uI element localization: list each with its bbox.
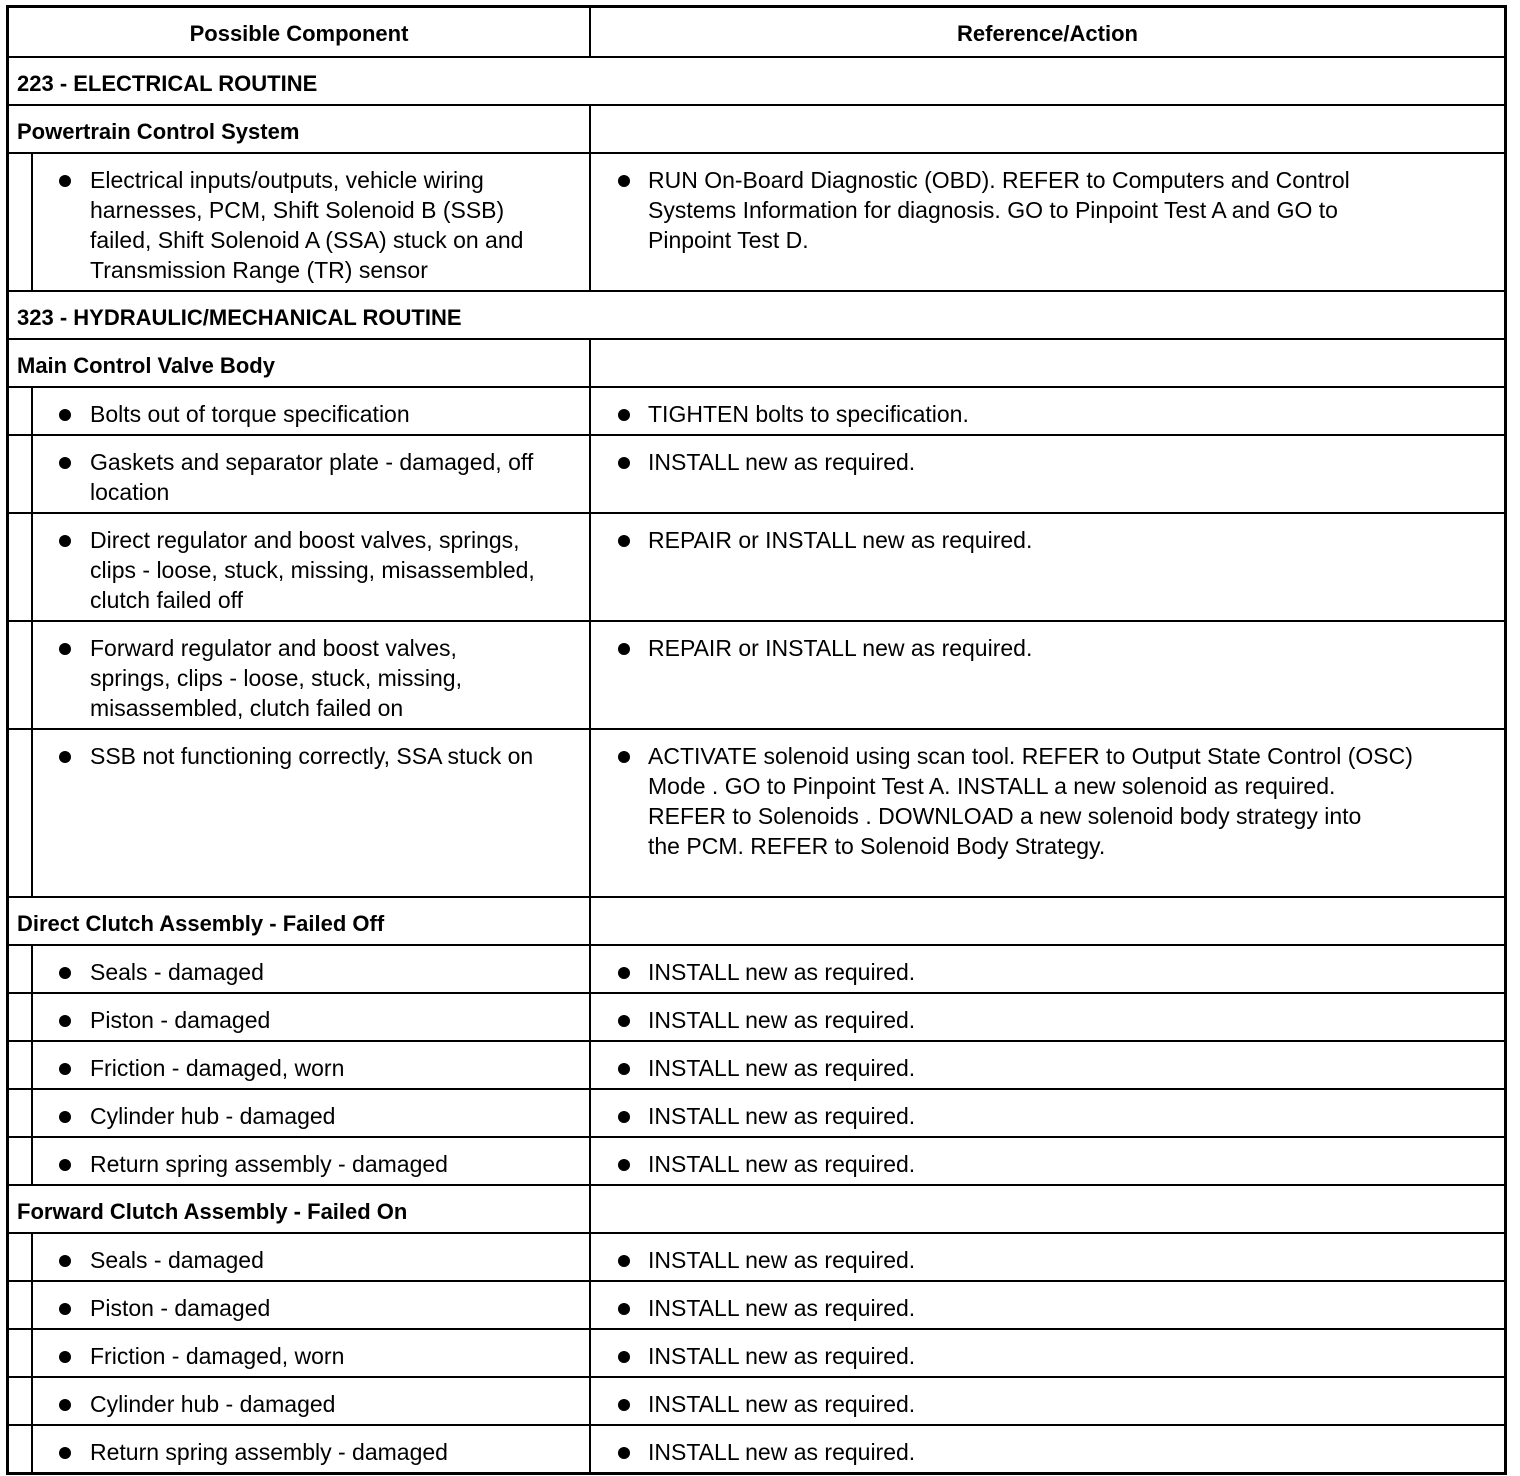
table-row xyxy=(9,434,1504,512)
indent-rule xyxy=(31,730,33,896)
text-line: RUN On-Board Diagnostic (OBD). REFER to Computers and Control xyxy=(648,167,1350,193)
text-line: Gaskets and separator plate - damaged, off xyxy=(90,449,534,475)
component-text xyxy=(90,741,581,771)
action-text xyxy=(648,1149,1496,1179)
component-text xyxy=(90,1101,581,1131)
action-cell xyxy=(589,730,1504,896)
text-line: INSTALL new as required. xyxy=(648,1055,916,1081)
bullet-icon xyxy=(59,751,71,763)
bullet-icon xyxy=(618,1063,630,1075)
routine-heading-row xyxy=(9,290,1504,338)
text-line: clips - loose, stuck, missing, misassembled, xyxy=(90,557,535,583)
text-line: failed, Shift Solenoid A (SSA) stuck on and xyxy=(90,227,524,253)
table-row xyxy=(9,944,1504,992)
component-text xyxy=(90,165,581,285)
group-label: Forward Clutch Assembly - Failed On xyxy=(17,1199,408,1224)
bullet-icon xyxy=(59,409,71,421)
component-cell xyxy=(9,1090,589,1136)
component-cell xyxy=(9,514,589,620)
indent-rule xyxy=(31,994,33,1040)
bullet-icon xyxy=(59,1063,71,1075)
bullet-icon xyxy=(618,1111,630,1123)
indent-rule xyxy=(31,1330,33,1376)
text-line: INSTALL new as required. xyxy=(648,959,916,985)
action-text xyxy=(648,165,1496,255)
table-row xyxy=(9,1424,1504,1472)
indent-rule xyxy=(31,1138,33,1184)
text-line: INSTALL new as required. xyxy=(648,1007,916,1033)
text-line: Forward regulator and boost valves, xyxy=(90,635,457,661)
action-cell xyxy=(589,946,1504,992)
bullet-icon xyxy=(618,1159,630,1171)
action-cell xyxy=(589,514,1504,620)
component-text xyxy=(90,633,581,723)
component-cell xyxy=(9,622,589,728)
header-possible-component: Possible Component xyxy=(189,21,409,46)
table-header-row xyxy=(9,8,1504,56)
bullet-icon xyxy=(618,967,630,979)
table-row xyxy=(9,1040,1504,1088)
text-line: Systems Information for diagnosis. GO to Pinpoint Test A and GO to xyxy=(648,197,1338,223)
group-action-cell xyxy=(589,1186,1504,1232)
bullet-icon xyxy=(59,1303,71,1315)
bullet-icon xyxy=(618,643,630,655)
indent-rule xyxy=(31,946,33,992)
bullet-icon xyxy=(618,1399,630,1411)
text-line: Cylinder hub - damaged xyxy=(90,1103,336,1129)
action-cell xyxy=(589,1042,1504,1088)
table-row xyxy=(9,1136,1504,1184)
group-label: 223 - ELECTRICAL ROUTINE xyxy=(17,71,318,96)
bullet-icon xyxy=(59,1351,71,1363)
component-text xyxy=(90,525,581,615)
action-text xyxy=(648,633,1496,663)
action-cell xyxy=(589,1090,1504,1136)
component-text xyxy=(90,1437,581,1467)
action-cell xyxy=(589,436,1504,512)
table-row xyxy=(9,512,1504,620)
indent-rule xyxy=(31,1042,33,1088)
text-line: clutch failed off xyxy=(90,587,244,613)
table-row xyxy=(9,620,1504,728)
text-line: INSTALL new as required. xyxy=(648,1391,916,1417)
bullet-icon xyxy=(59,1111,71,1123)
bullet-icon xyxy=(59,457,71,469)
text-line: INSTALL new as required. xyxy=(648,1343,916,1369)
action-cell xyxy=(589,1234,1504,1280)
table-row xyxy=(9,992,1504,1040)
action-text xyxy=(648,1437,1496,1467)
indent-rule xyxy=(31,514,33,620)
component-cell xyxy=(9,436,589,512)
text-line: location xyxy=(90,479,170,505)
action-cell xyxy=(589,994,1504,1040)
diagnosis-table xyxy=(6,5,1507,1475)
action-text xyxy=(648,741,1496,861)
text-line: INSTALL new as required. xyxy=(648,449,916,475)
table-row xyxy=(9,728,1504,896)
group-label: Main Control Valve Body xyxy=(17,353,275,378)
text-line: Friction - damaged, worn xyxy=(90,1343,345,1369)
action-text xyxy=(648,1389,1496,1419)
table-row xyxy=(9,1280,1504,1328)
component-text xyxy=(90,1149,581,1179)
component-group-row xyxy=(9,104,1504,152)
action-text xyxy=(648,1053,1496,1083)
indent-rule xyxy=(31,1426,33,1472)
bullet-icon xyxy=(59,967,71,979)
indent-rule xyxy=(31,388,33,434)
component-text xyxy=(90,1293,581,1323)
indent-rule xyxy=(31,622,33,728)
component-cell xyxy=(9,1042,589,1088)
group-label: 323 - HYDRAULIC/MECHANICAL ROUTINE xyxy=(17,305,462,330)
text-line: Transmission Range (TR) sensor xyxy=(90,257,428,283)
text-line: Mode . GO to Pinpoint Test A. INSTALL a new solenoid as required. xyxy=(648,773,1336,799)
action-cell xyxy=(589,388,1504,434)
text-line: Direct regulator and boost valves, springs, xyxy=(90,527,520,553)
indent-rule xyxy=(31,1282,33,1328)
table-row xyxy=(9,1328,1504,1376)
text-line: Piston - damaged xyxy=(90,1295,271,1321)
text-line: the PCM. REFER to Solenoid Body Strategy. xyxy=(648,833,1106,859)
component-cell xyxy=(9,388,589,434)
component-cell xyxy=(9,1378,589,1424)
component-group-row xyxy=(9,896,1504,944)
action-text xyxy=(648,1293,1496,1323)
text-line: springs, clips - loose, stuck, missing, xyxy=(90,665,462,691)
text-line: misassembled, clutch failed on xyxy=(90,695,404,721)
action-cell xyxy=(589,1378,1504,1424)
bullet-icon xyxy=(618,1303,630,1315)
component-cell xyxy=(9,946,589,992)
action-cell xyxy=(589,622,1504,728)
bullet-icon xyxy=(618,457,630,469)
bullet-icon xyxy=(59,1015,71,1027)
text-line: Piston - damaged xyxy=(90,1007,271,1033)
component-cell xyxy=(9,1426,589,1472)
bullet-icon xyxy=(618,175,630,187)
bullet-icon xyxy=(59,1255,71,1267)
component-text xyxy=(90,1341,581,1371)
bullet-icon xyxy=(59,175,71,187)
action-text xyxy=(648,1245,1496,1275)
component-cell xyxy=(9,994,589,1040)
bullet-icon xyxy=(618,1255,630,1267)
text-line: INSTALL new as required. xyxy=(648,1151,916,1177)
action-cell xyxy=(589,1426,1504,1472)
component-text xyxy=(90,1245,581,1275)
component-cell xyxy=(9,1330,589,1376)
component-text xyxy=(90,447,581,507)
table-row xyxy=(9,152,1504,290)
indent-rule xyxy=(31,436,33,512)
bullet-icon xyxy=(59,535,71,547)
action-text xyxy=(648,525,1496,555)
text-line: Return spring assembly - damaged xyxy=(90,1439,448,1465)
component-text xyxy=(90,1389,581,1419)
component-cell xyxy=(9,1282,589,1328)
indent-rule xyxy=(31,154,33,290)
text-line: INSTALL new as required. xyxy=(648,1439,916,1465)
component-group-row xyxy=(9,338,1504,386)
text-line: Electrical inputs/outputs, vehicle wiring xyxy=(90,167,484,193)
group-action-cell xyxy=(589,898,1504,944)
component-cell xyxy=(9,730,589,896)
bullet-icon xyxy=(618,1015,630,1027)
action-text xyxy=(648,957,1496,987)
text-line: Seals - damaged xyxy=(90,959,264,985)
action-cell xyxy=(589,1282,1504,1328)
action-text xyxy=(648,1341,1496,1371)
text-line: INSTALL new as required. xyxy=(648,1103,916,1129)
bullet-icon xyxy=(59,1159,71,1171)
group-label: Powertrain Control System xyxy=(17,119,300,144)
text-line: REPAIR or INSTALL new as required. xyxy=(648,635,1033,661)
action-cell xyxy=(589,154,1504,290)
bullet-icon xyxy=(618,1447,630,1459)
table-row xyxy=(9,1376,1504,1424)
component-text xyxy=(90,399,581,429)
component-cell xyxy=(9,1234,589,1280)
bullet-icon xyxy=(59,643,71,655)
action-text xyxy=(648,1101,1496,1131)
component-group-row xyxy=(9,1184,1504,1232)
action-text xyxy=(648,1005,1496,1035)
text-line: Cylinder hub - damaged xyxy=(90,1391,336,1417)
bullet-icon xyxy=(59,1399,71,1411)
action-text xyxy=(648,447,1496,477)
action-cell xyxy=(589,1330,1504,1376)
header-reference-action: Reference/Action xyxy=(589,8,1504,56)
text-line: Bolts out of torque specification xyxy=(90,401,410,427)
bullet-icon xyxy=(618,409,630,421)
group-label: Direct Clutch Assembly - Failed Off xyxy=(17,911,385,936)
text-line: INSTALL new as required. xyxy=(648,1295,916,1321)
text-line: harnesses, PCM, Shift Solenoid B (SSB) xyxy=(90,197,505,223)
bullet-icon xyxy=(618,1351,630,1363)
text-line: Return spring assembly - damaged xyxy=(90,1151,448,1177)
table-row xyxy=(9,1232,1504,1280)
bullet-icon xyxy=(618,751,630,763)
group-action-cell xyxy=(589,106,1504,152)
indent-rule xyxy=(31,1378,33,1424)
text-line: SSB not functioning correctly, SSA stuck on xyxy=(90,743,534,769)
text-line: REPAIR or INSTALL new as required. xyxy=(648,527,1033,553)
text-line: Friction - damaged, worn xyxy=(90,1055,345,1081)
table-row xyxy=(9,1088,1504,1136)
group-action-cell xyxy=(589,340,1504,386)
indent-rule xyxy=(31,1090,33,1136)
text-line: REFER to Solenoids . DOWNLOAD a new solenoid body strategy into xyxy=(648,803,1362,829)
text-line: INSTALL new as required. xyxy=(648,1247,916,1273)
action-text xyxy=(648,399,1496,429)
table-row xyxy=(9,386,1504,434)
text-line: ACTIVATE solenoid using scan tool. REFER to Output State Control (OSC) xyxy=(648,743,1413,769)
bullet-icon xyxy=(59,1447,71,1459)
routine-heading-row xyxy=(9,56,1504,104)
component-text xyxy=(90,957,581,987)
component-cell xyxy=(9,154,589,290)
indent-rule xyxy=(31,1234,33,1280)
component-cell xyxy=(9,1138,589,1184)
bullet-icon xyxy=(618,535,630,547)
text-line: TIGHTEN bolts to specification. xyxy=(648,401,969,427)
action-cell xyxy=(589,1138,1504,1184)
component-text xyxy=(90,1005,581,1035)
component-text xyxy=(90,1053,581,1083)
text-line: Seals - damaged xyxy=(90,1247,264,1273)
text-line: Pinpoint Test D. xyxy=(648,227,809,253)
